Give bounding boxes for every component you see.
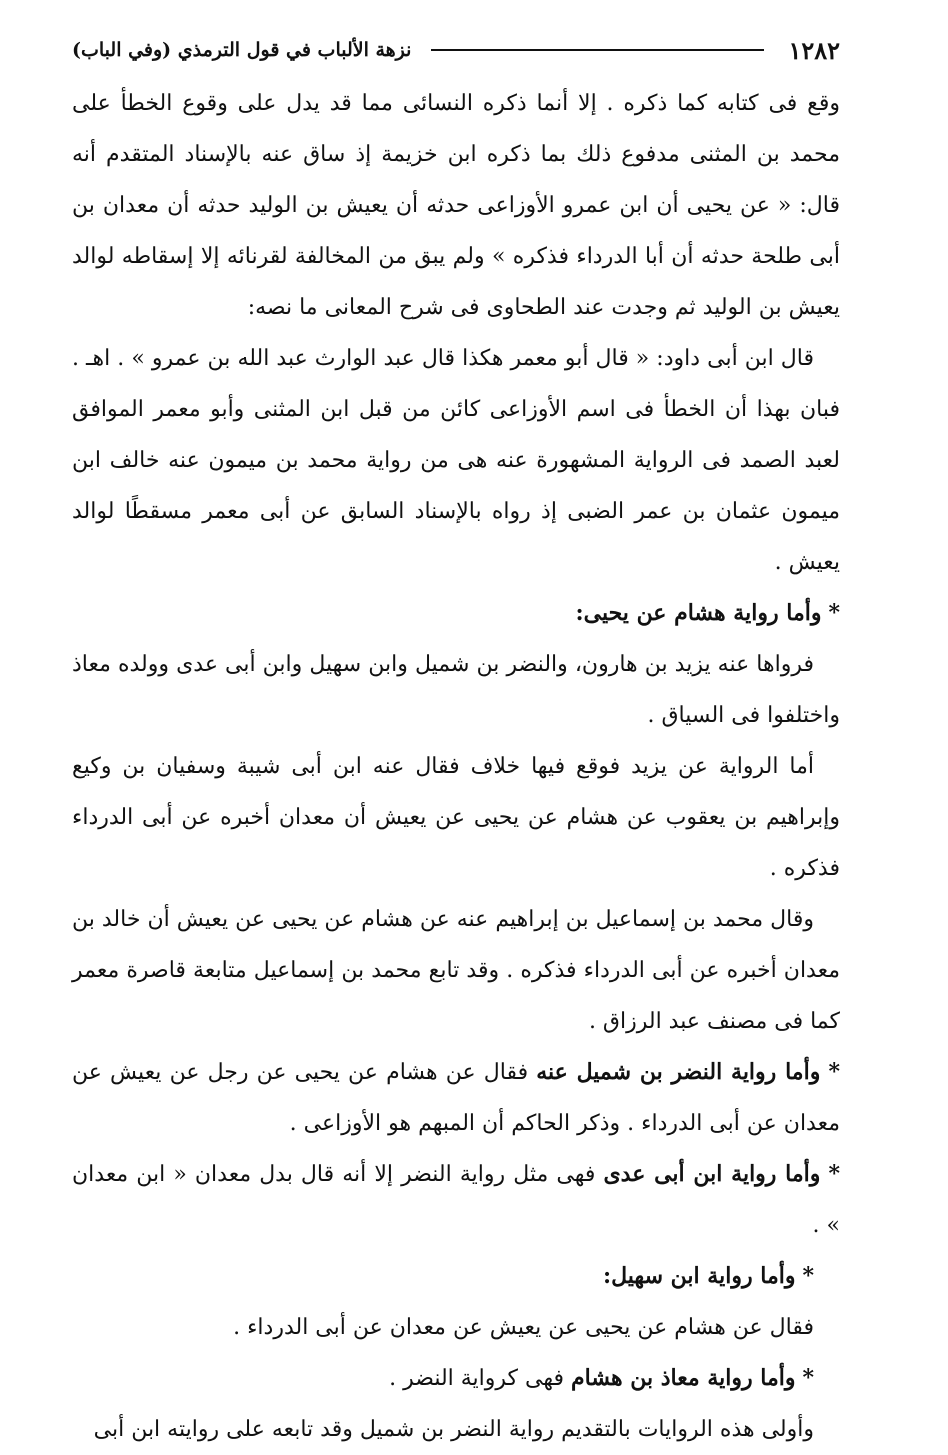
heading-text: وأما رواية معاذ بن هشام [571,1365,796,1391]
asterisk-marker: * [802,1365,814,1391]
heading-continuation: فهى كرواية النضر . [389,1366,565,1391]
page-body [72,78,840,1455]
section-heading [72,1251,840,1302]
asterisk-marker: * [802,1263,814,1289]
heading-text: وأما رواية ابن سهيل: [603,1263,796,1289]
section-heading [72,1353,840,1404]
heading-continuation: فقال عن هشام عن يحيى عن رجل عن يعيش عن معدان عن أبى الدرداء . وذكر الحاكم أن المبهم هو الأوزاعى . [72,1060,840,1136]
heading-continuation: فهى مثل رواية النضر إلا أنه قال بدل معدان « ابن معدان » . [72,1162,840,1238]
paragraph: وأولى هذه الروايات بالتقديم رواية النضر بن شميل وقد تابعه على روايته ابن أبى [93,1417,814,1442]
heading-text: وأما رواية النضر بن شميل عنه [536,1059,821,1085]
page-number: ١٢٨٢ [788,35,840,65]
page-header [72,28,840,72]
paragraph: وقع فى كتابه كما ذكره . إلا أنما ذكره النسائى مما قد يدل على وقوع الخطأ على محمد بن المثنى مدفوع ذلك بما ذكره ابن خزيمة إذ ساق عنه بالإسناد المتقدم أنه قال: « عن يحيى أن ابن عمرو الأوزاعى حدثه أن يعيش بن الوليد حدثه أن معدان بن أبى طلحة حدثه أن أبا الدرداء فذكره » ولم يبق من المخالفة لقرنائه إلا إسقاطه لوالد يعيش بن الوليد ثم وجدت عند الطحاوى فى شرح المعانى ما نصه: [72,91,840,320]
header-rule [431,49,764,51]
asterisk-marker: * [828,600,840,626]
section-heading [72,1149,840,1251]
asterisk-marker: * [828,1059,840,1085]
paragraph: فقال عن هشام عن يحيى عن يعيش عن معدان عن أبى الدرداء . [233,1315,814,1340]
section-heading [72,588,840,639]
heading-text: وأما رواية ابن أبى عدى [603,1161,821,1187]
paragraph: قال ابن أبى داود: « قال أبو معمر هكذا قال عبد الوارث عبد الله بن عمرو » . اهـ . فبان بهذا أن الخطأ فى اسم الأوزاعى كائن من قبل ابن المثنى وأبو معمر الموافق لعبد الصمد فى الرواية المشهورة عنه هى من رواية محمد بن ميمون عنه خالف ابن ميمون عثمان بن عمر الضبى إذ رواه بالإسناد السابق عن أبى معمر مسقطًا لوالد يعيش . [72,346,840,575]
paragraph: فرواها عنه يزيد بن هارون، والنضر بن شميل وابن سهيل وابن أبى عدى وولده معاذ واختلفوا فى السياق . [72,652,840,728]
running-title: نزهة الألباب في قول الترمذي (وفي الباب) [72,39,412,61]
section-heading [72,1047,840,1149]
asterisk-marker: * [828,1161,841,1187]
heading-text: وأما رواية هشام عن يحيى: [575,600,822,626]
paragraph: وقال محمد بن إسماعيل بن إبراهيم عنه عن هشام عن يحيى عن يعيش أن خالد بن معدان أخبره عن أبى الدرداء فذكره . وقد تابع محمد بن إسماعيل متابعة قاصرة معمر كما فى مصنف عبد الرزاق . [72,907,840,1034]
paragraph: أما الرواية عن يزيد فوقع فيها خلاف فقال عنه ابن أبى شيبة وسفيان بن وكيع وإبراهيم بن يعقوب عن هشام عن يحيى عن يعيش أن معدان أخبره عن أبى الدرداء فذكره . [72,754,840,881]
